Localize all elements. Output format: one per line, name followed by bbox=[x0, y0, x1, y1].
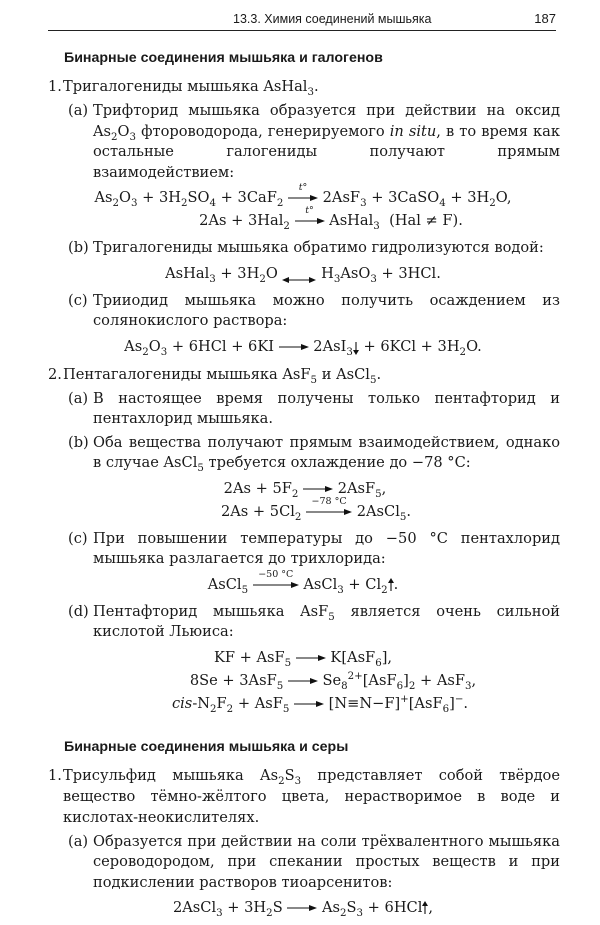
equation: 8Se + 3AsF$_5$ $Se_8^{2+}[AsF_6]_2 + AsF_3$, bbox=[189, 670, 477, 692]
equilibrium-arrow-icon bbox=[282, 269, 316, 279]
reaction-arrow-icon: t° bbox=[288, 193, 318, 203]
equation-block-4 bbox=[46, 477, 560, 523]
subitem-c-triiodide: (c) Трииодид мышьяка можно получить осаждением из солянокислого раствора: bbox=[68, 291, 560, 329]
equation-block-6 bbox=[46, 646, 560, 715]
equation: $2As + 5Cl_2$ −78 °C 2AsCl$_5$. bbox=[220, 495, 412, 523]
heading-halogens: Бинарные соединения мышьяка и галогенов bbox=[64, 50, 383, 66]
subitem-a-trifluoride: (a) Трифторид мышьяка образуется при действии на оксид $As_2O_3$ фтороводорода, генерируемого in situ, в то время как остальные галогениды получают прямым взаимодействием: bbox=[68, 102, 560, 181]
equation: $2As + 5F_2$ 2AsF$_5$, bbox=[223, 479, 387, 500]
gas-arrow-icon bbox=[388, 575, 394, 588]
equation: 2As + 3Hal$_2$ t° AsHal$_3$ (Hal ≠ F). bbox=[199, 205, 463, 232]
reaction-arrow-icon bbox=[279, 342, 309, 352]
heading-sulfur: Бинарные соединения мышьяка и серы bbox=[64, 738, 349, 755]
reaction-arrow-icon: −78 °C bbox=[306, 507, 352, 517]
equation: $As_2O_3 + 3H_2SO_4 + 3CaF_2$ t° 2AsF$_3$ + 3CaSO$_4$ + $3H_2O$, bbox=[94, 182, 512, 209]
subitem-a-pentahalides: (a) В настоящее время получены только пентафторид и пентахлорид мышьяка. bbox=[68, 389, 560, 427]
running-header bbox=[48, 8, 556, 31]
equation: cis-$N_2F_2 + AsF_5$ [N≡N−F]+[AsF$_6$]−. bbox=[171, 693, 469, 715]
reaction-arrow-icon bbox=[287, 903, 317, 913]
subitem-b-hydrolysis: (b) Тригалогениды мышьяка обратимо гидролизуются водой: bbox=[68, 239, 544, 256]
list-item-pentahalides: 2. Пентагалогениды мышьяка AsF$_5$ и AsCl$_5$. bbox=[48, 365, 382, 386]
subitem-c-decomposition: (c) При повышении температуры до −50 °C пентахлорид мышьяка разлагается до трихлорида: bbox=[68, 529, 560, 567]
page-body bbox=[46, 50, 560, 925]
item-number: 1. bbox=[48, 78, 62, 95]
precipitate-arrow-icon bbox=[353, 339, 359, 352]
header-section-title: 13.3. Химия соединений мышьяка bbox=[233, 12, 432, 26]
reaction-arrow-icon: −50 °C bbox=[253, 580, 299, 590]
subitem-a-formation: (a) Образуется при действии на соли трёхвалентного мышьяка сероводородом, при спекании простых веществ и при подкислении растворов тиоарсенитов: bbox=[68, 832, 560, 891]
reaction-arrow-icon bbox=[296, 653, 326, 663]
equation-block-2 bbox=[46, 262, 560, 285]
reaction-arrow-icon bbox=[294, 699, 324, 709]
page-number: 187 bbox=[534, 11, 556, 26]
equation: AsHal$_3$ + $3H_2O$ $H_3AsO_3 + 3HCl$. bbox=[165, 264, 441, 285]
equation: 2AsCl$_3$ + $3H_2S$ $As_2S_3 + 6HCl$ , bbox=[172, 899, 434, 919]
subitem-d-lewis-acid: (d) Пентафторид мышьяка AsF$_5$ является очень сильной кислотой Льюиса: bbox=[68, 602, 560, 640]
list-item-trihalides bbox=[48, 76, 560, 97]
equation-block-5 bbox=[46, 568, 560, 596]
gas-arrow-icon bbox=[422, 898, 428, 911]
equation: AsCl$_5$ −50 °C AsCl$_3$ + $Cl_2$ . bbox=[207, 568, 399, 596]
equation: $As_2O_3 + 6HCl + 6KI$ $2AsI_3 + 6KCl + 3H_2O$. bbox=[124, 337, 482, 358]
reaction-arrow-icon bbox=[303, 484, 333, 494]
item-text: Тригалогениды мышьяка AsHal$_3$. bbox=[63, 78, 319, 98]
list-item-trisulfide: 1. Трисульфид мышьяка $As_2S_3$ представляет собой твёрдое вещество тёмно-жёлтого цвета, нерастворимое в воде и кислотах-неокислителях. bbox=[48, 766, 560, 826]
reaction-arrow-icon: t° bbox=[295, 216, 325, 226]
equation: KF + AsF$_5$ K[AsF$_6$], bbox=[213, 648, 393, 669]
reaction-arrow-icon bbox=[288, 676, 318, 686]
subitem-b-direct: (b) Оба вещества получают прямым взаимодействием, однако в случае AsCl$_5$ требуется охлаждение до −78 °C: bbox=[68, 433, 560, 474]
equation-block-1 bbox=[46, 182, 560, 232]
equation-block-3 bbox=[46, 335, 560, 358]
equation-block-7 bbox=[46, 896, 560, 919]
